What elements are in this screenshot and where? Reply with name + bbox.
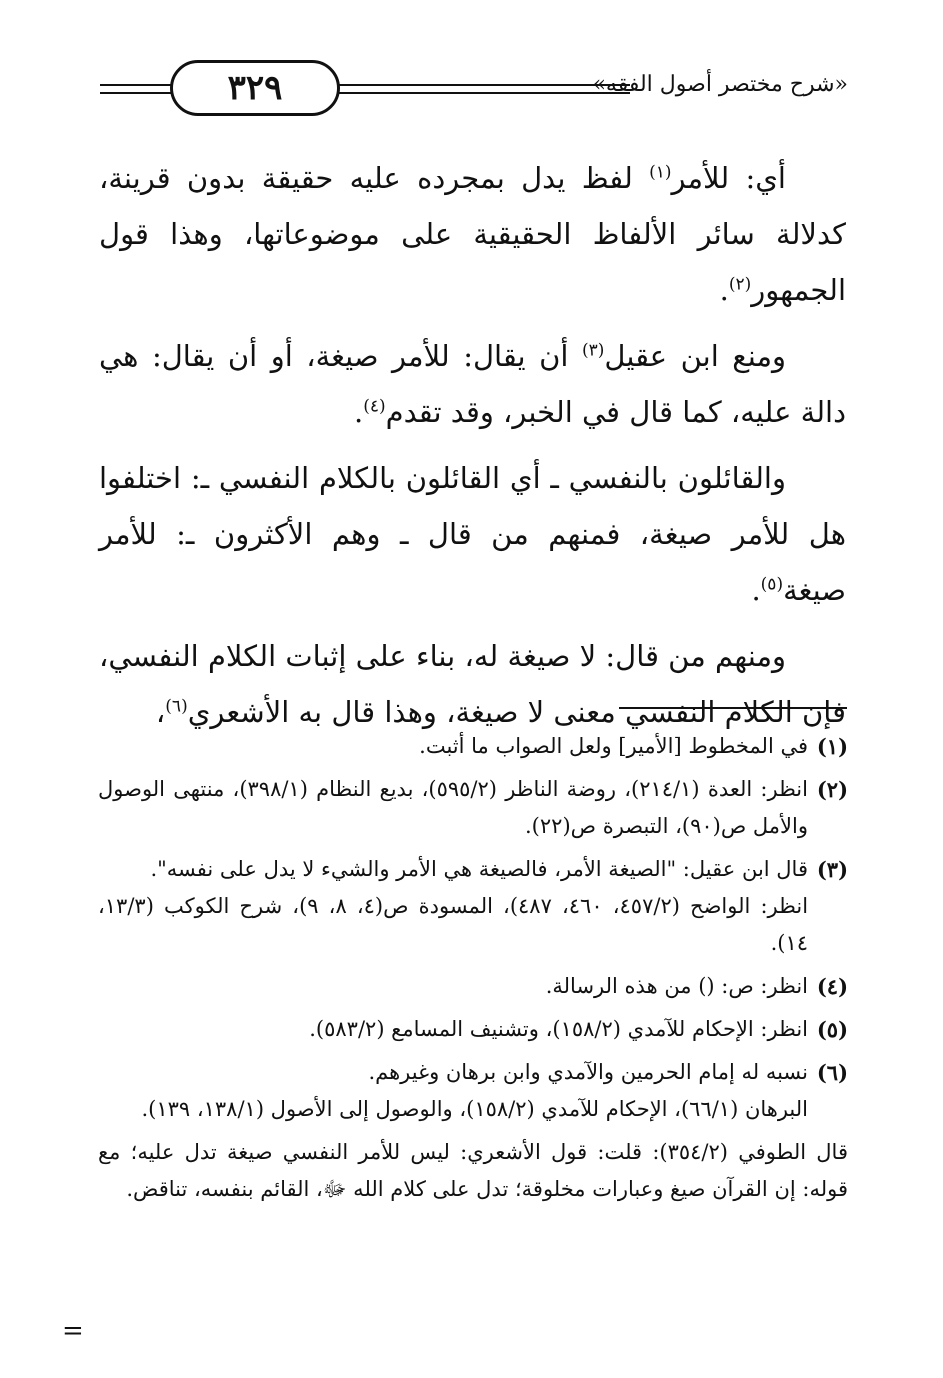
footnote-number: (٤) [816, 974, 848, 999]
footnote-3 [98, 851, 848, 962]
paragraph-3: والقائلون بالنفسي ـ أي القائلون بالكلام النفسي ـ: اختلفوا هل للأمر صيغة، فمنهم من قال ـ وهم الأكثرون ـ: للأمر صيغة$^{(٥)}$. [99, 461, 846, 607]
footnote-ref-3[interactable]: (٣) [581, 340, 605, 361]
header-rule-left-2 [100, 92, 172, 94]
footnote-text: البرهان (٦٦/١)، الإحكام للآمدي (١٥٨/٢)، والوصول إلى الأصول (١٣٨/١، ١٣٩). [141, 1097, 808, 1121]
footnote-ref-5[interactable]: (٥) [760, 574, 784, 595]
footnote-2 [98, 771, 848, 845]
header-rule-right [338, 84, 630, 86]
footnote-text: نسبه له إمام الحرمين والآمدي وابن برهان وغيرهم. [368, 1060, 808, 1084]
footnote-number: (١) [816, 734, 848, 759]
footnote-text: انظر: الإحكام للآمدي (١٥٨/٢)، وتشنيف المسامع (٥٨٣/٢). [309, 1017, 808, 1041]
footnote-separator [619, 707, 847, 709]
footnote-text: انظر: ص: () من هذه الرسالة. [545, 974, 808, 998]
footnote-ref-1[interactable]: (١) [649, 162, 672, 183]
footnote-number: (٣) [816, 857, 848, 882]
footnote-number: (٦) [816, 1060, 848, 1085]
footnote-ref-2[interactable]: (٢) [728, 274, 752, 295]
header-rule-right-2 [338, 92, 630, 94]
footnote-1 [98, 728, 848, 765]
paragraph-2: ومنع ابن عقيل$^{(٣)}$ أن يقال: للأمر صيغة، أو أن يقال: هي دالة عليه، كما قال في الخبر، وقد تقدم$^{(٤)}$. [99, 339, 846, 429]
footnote-text: في المخطوط [الأمير] ولعل الصواب ما أثبت. [419, 734, 808, 758]
footnote-number: (٢) [816, 777, 848, 802]
footnote-5 [98, 1011, 848, 1048]
footnote-text: قال ابن عقيل: "الصيغة الأمر، فالصيغة هي الأمر والشيء لا يدل على نفسه". [150, 857, 808, 881]
footnote-ref-4[interactable]: (٤) [363, 396, 386, 417]
page-number: ٣٢٩ [170, 60, 340, 116]
footnote-number: (٥) [816, 1017, 848, 1042]
footnote-ref-6[interactable]: (٦) [165, 696, 188, 717]
main-text [99, 150, 846, 750]
paragraph-4: ومنهم من قال: لا صيغة له، بناء على إثبات الكلام النفسي، فإن الكلام النفسي معنى لا صيغة، وهذا قال به الأشعري$^{(٦)}$، [99, 639, 846, 729]
paragraph-1: أي: للأمر$^{(١)}$ لفظ يدل بمجرده عليه حقيقة بدون قرينة، كدلالة سائر الألفاظ الحقيقية على موضوعاتها، وهذا قول الجمهور$^{(٢)}$. [99, 161, 846, 307]
header-rule-left [100, 84, 172, 86]
footnote-text: انظر: الواضح (٤٥٧/٢، ٤٦٠، ٤٨٧)، المسودة ص(٤، ٨، ٩)، شرح الكوكب (١٣/٣، ١٤). [98, 894, 809, 955]
running-title: «شرح مختصر أصول الفقه» [592, 72, 848, 97]
continuation-mark: = [62, 1316, 84, 1346]
footnote-continuation: قال الطوفي (٣٥٤/٢): قلت: قول الأشعري: ليس للأمر النفسي صيغة تدل عليه؛ مع قوله: إن القرآن صيغ وعبارات مخلوقة؛ تدل على كلام الله ﷻ، القائم بنفسه، تناقض. [98, 1140, 848, 1201]
page-header [100, 58, 848, 122]
footnote-4 [98, 968, 848, 1005]
footnote-text: انظر: العدة (٢١٤/١)، روضة الناظر (٥٩٥/٢)، بديع النظام (٣٩٨/١)، منتهى الوصول والأمل ص(٩٠)، التبصرة ص(٢٢). [98, 777, 808, 838]
footnote-6 [98, 1054, 848, 1128]
footnotes [98, 728, 848, 1208]
